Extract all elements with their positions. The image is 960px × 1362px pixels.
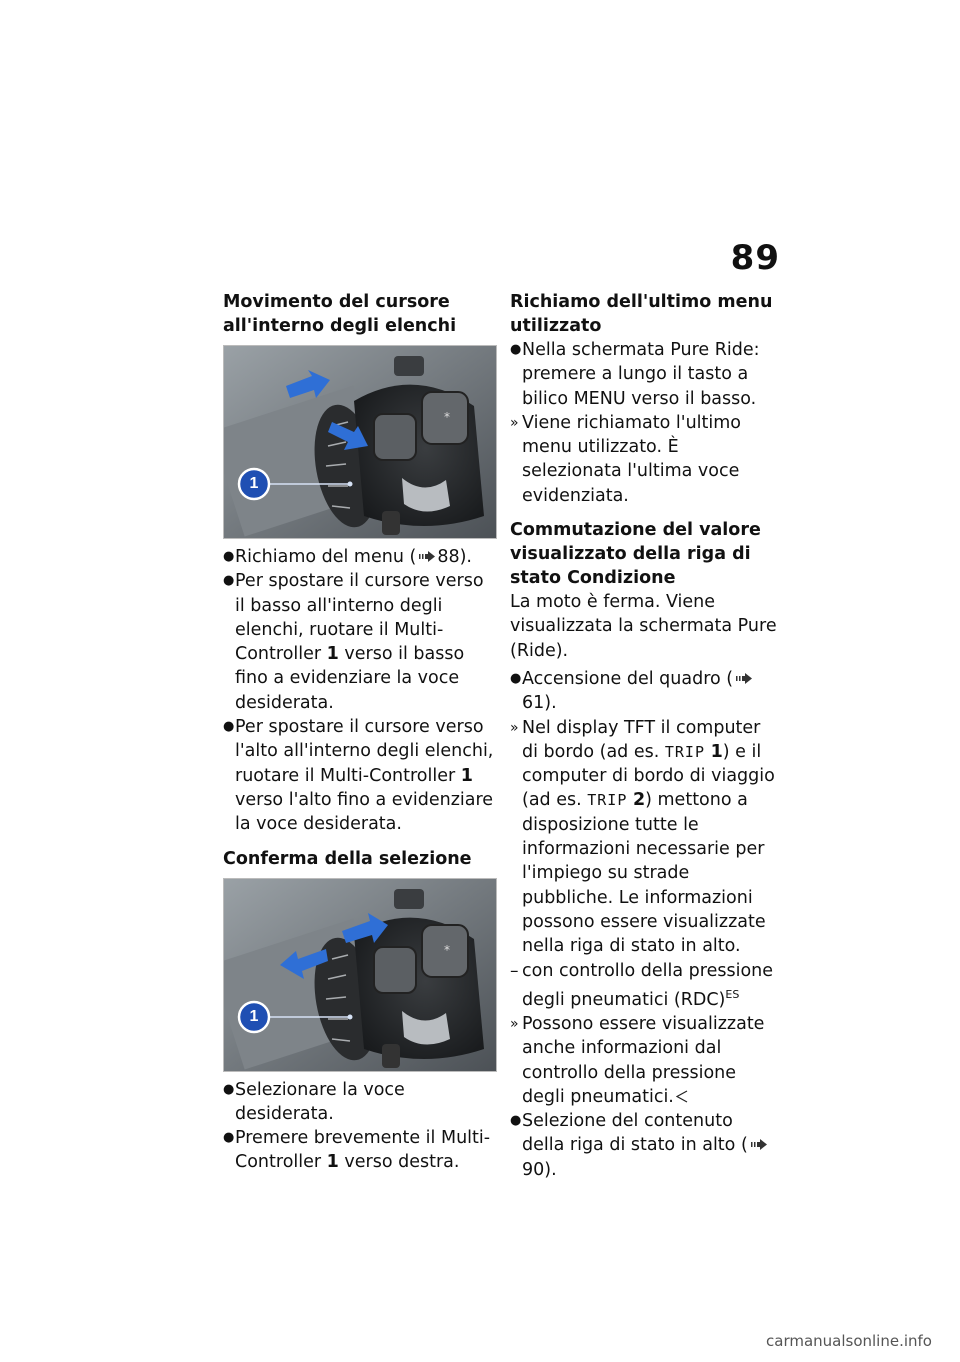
result-chevron-icon: » <box>510 414 519 431</box>
dash-item-rdc: – con controllo della pressione degli pneumatici (RDC)$^{ES}$ <box>510 960 774 1010</box>
page-reference-arrow-icon <box>419 551 435 562</box>
result-chevron-icon: » <box>510 1015 519 1032</box>
dash-marker: – <box>510 960 519 981</box>
figure-multi-controller-push <box>223 878 497 1072</box>
precondition-text: La moto è ferma. Viene visualizzata la schermata Pure (Ride). <box>510 592 777 661</box>
optional-equipment-marker: ES <box>725 987 740 1001</box>
page-reference-arrow-icon <box>736 673 752 684</box>
result-item-trip-computer: » Nel display TFT il computer di bordo (ad es. TRIP 1) e il computer di bordo di viaggio (ad es. TRIP 2) mettono a disposizione tutte le informazioni necessarie per l'impiego su strade pubbliche. Le informazioni possono essere visualizzate nella riga di stato in alto. <box>510 717 775 957</box>
bullet-dot-icon: ● <box>223 573 235 589</box>
svg-text:*: * <box>444 410 450 424</box>
left-column <box>223 290 495 1175</box>
callout-number-1: 1 <box>249 1007 259 1025</box>
page-reference-arrow-icon <box>751 1139 767 1150</box>
handlebar-switch-illustration <box>224 879 496 1071</box>
figure-multi-controller-rotate <box>223 345 497 539</box>
bullet-dot-icon: ● <box>510 670 522 686</box>
watermark-text: carmanualsonline.info <box>766 1332 932 1350</box>
bullet-dot-icon: ● <box>510 342 522 357</box>
svg-text:*: * <box>444 942 450 957</box>
list-item-cursor-down: ● Per spostare il cursore verso il basso all'interno degli elenchi, ruotare il Multi-Controller 1 verso il basso fino a evidenziare la voce desiderata. <box>223 571 484 713</box>
result-item-last-menu: » Viene richiamato l'ultimo menu utilizzato. È selezionata l'ultima voce evidenziata. <box>510 412 741 506</box>
section-heading-cursor-movement: Movimento del cursore all'interno degli elenchi <box>223 292 457 336</box>
right-column <box>510 290 780 1182</box>
bullet-dot-icon: ● <box>223 549 235 564</box>
section-heading-confirm-selection: Conferma della selezione <box>223 848 472 869</box>
bullet-dot-icon: ● <box>223 1130 235 1146</box>
list-item-select-entry: ● Selezionare la voce desiderata. <box>223 1079 405 1124</box>
list-item-cursor-up: ● Per spostare il cursore verso l'alto all'interno degli elenchi, ruotare il Multi-Controller 1 verso l'alto fino a evidenziare la voce desiderata. <box>223 717 494 835</box>
list-item-press-controller: ● Premere brevemente il Multi-Controller 1 verso destra. <box>223 1128 491 1173</box>
bullet-dot-icon: ● <box>223 1081 235 1097</box>
list-item-status-content: ● Selezione del contenuto della riga di stato in alto (90). <box>510 1109 780 1182</box>
handlebar-switch-illustration <box>224 346 496 538</box>
section-heading-status-line: Commutazione del valore visualizzato della riga di stato Condizione <box>510 520 761 589</box>
callout-number-1: 1 <box>249 475 259 492</box>
page-reference[interactable]: 61 <box>522 693 545 714</box>
section-heading-last-menu: Richiamo dell'ultimo menu utilizzato <box>510 292 773 336</box>
list-item-call-menu: ● Richiamo del menu ( 88). <box>223 545 495 569</box>
page-reference[interactable]: 90 <box>522 1159 545 1180</box>
page-number: 89 <box>730 238 780 278</box>
list-item-ignition: ● Accensione del quadro (61). <box>510 667 780 716</box>
page-reference[interactable]: 88 <box>437 547 460 567</box>
end-of-section-triangle-icon <box>676 1090 688 1103</box>
list-item-long-press-menu: ● Nella schermata Pure Ride: premere a lungo il tasto a bilico MENU verso il basso. <box>510 340 760 409</box>
bullet-dot-icon: ● <box>223 719 235 735</box>
result-chevron-icon: » <box>510 719 519 736</box>
bullet-dot-icon: ● <box>510 1113 522 1129</box>
result-item-rdc-info: » Possono essere visualizzate anche informazioni dal controllo della pressione degli pneumatici. <box>510 1013 765 1107</box>
